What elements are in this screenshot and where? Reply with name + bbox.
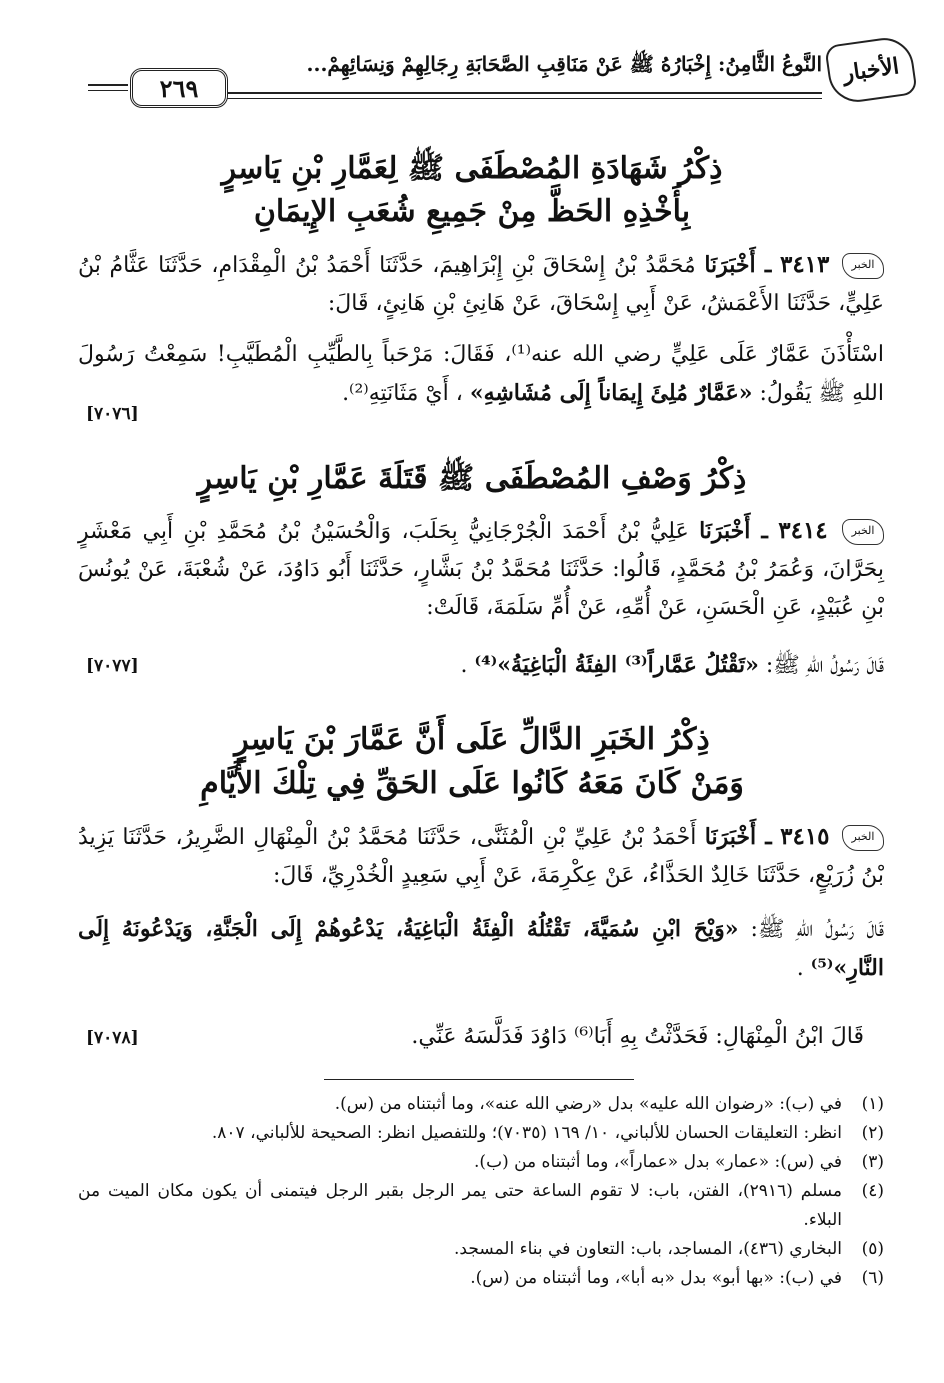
footnote xyxy=(78,1177,884,1235)
section-heading: ذِكْرُ الخَبَرِ الدَّالِّ عَلَى أَنَّ عَمَّارَ بْنَ يَاسِرٍ xyxy=(234,722,710,757)
hadith-entry: الخبر ٣٤١٤ ـ أَخْبَرَنَا عَلِيُّ بْنُ أَحْمَدَ الْجُرْجَانِيُّ بِحَلَبَ، وَالْحُسَيْنُ بْنُ مُحَمَّدِ بْنِ أَبِي مَعْشَرٍ بِحَرَّانَ، وَعُمَرُ بْنُ مُحَمَّدٍ، قَالُوا: حَدَّثَنَا مُحَمَّدُ بْنُ بَشَّارٍ، حَدَّثَنَا أَبُو دَاوُدَ، عَنْ شُعْبَةَ، عَنْ يُونُسَ بْنِ عُبَيْدٍ، عَنِ الْحَسَنِ، عَنْ أُمِّهِ، عَنْ أُمِّ سَلَمَةَ، قَالَتْ: xyxy=(78,517,884,620)
footnote-text: انظر: التعليقات الحسان للألباني، ١٠/ ١٦٩ (٧٠٣٥)؛ وللتفصيل انظر: الصحيحة للألباني، ٨٠٧. xyxy=(211,1123,842,1143)
footnote xyxy=(78,1119,884,1148)
section-heading-line-2: بِأَخْذِهِ الحَظَّ مِنْ جَمِيعِ شُعَبِ الإِيمَانِ xyxy=(253,194,691,229)
khabar-icon: الخبر xyxy=(842,519,884,545)
section-heading: ذِكْرُ وَصْفِ المُصْطَفَى ﷺ قَتَلَةَ عَمَّارِ بْنِ يَاسِرٍ xyxy=(197,461,747,496)
footnote-number: (٦) xyxy=(861,1268,884,1288)
header-divider xyxy=(208,92,822,94)
matn-paragraph xyxy=(78,646,884,685)
akhbarana-label: أَخْبَرَنَا xyxy=(704,824,757,850)
matn-intro: اسْتَأْذَنَ عَمَّارٌ عَلَى عَلِيٍّ رضي الله عنه⁽¹⁾، فَقَالَ: مَرْحَباً بِالطَّيِّبِ الْمُطَيَّبِ! سَمِعْتُ رَسُولَ اللهِ ﷺ يَقُولُ: xyxy=(78,342,885,406)
footnote-text: في (س): «عمار» بدل «عماراً»، وما أثبتناه من (ب). xyxy=(474,1152,842,1172)
page-header xyxy=(88,40,914,110)
reference-number: [٧٠٧٨] xyxy=(86,1028,139,1048)
hadith-quote: «عَمَّارٌ مُلِئَ إِيمَاناً إِلَى مُشَاشِهِ» xyxy=(469,380,753,406)
footnote-divider xyxy=(324,1079,634,1080)
section-heading-line-2: وَمَنْ كَانَ مَعَهُ كَانُوا عَلَى الحَقِّ فِي تِلْكَ الأَيَّامِ xyxy=(200,766,744,801)
left-ornament-rule-thin xyxy=(88,90,128,91)
closing-remark: قَالَ ابْنُ الْمِنْهَالِ: فَحَدَّثْتُ بِهِ أَبَا⁽⁶⁾ دَاوُدَ فَدَلَّسَهُ عَنِّي. xyxy=(411,1024,864,1049)
hadith-number: ٣٤١٥ xyxy=(780,823,830,850)
isnad-text: أَحْمَدُ بْنُ عَلِيِّ بْنِ الْمُثَنَّى، حَدَّثَنَا مُحَمَّدُ بْنُ الْمِنْهَالِ الضَّرِيرُ، حَدَّثَنَا يَزِيدُ بْنُ زُرَيْعٍ، حَدَّثَنَا خَالِدٌ الحَذَّاءُ، عَنْ عِكْرِمَةَ، عَنْ أَبِي سَعِيدٍ الْخُدْرِيِّ، قَالَ: xyxy=(78,825,884,888)
khabar-icon: الخبر xyxy=(842,253,884,279)
akhbar-badge-icon: الأخبار xyxy=(824,34,918,105)
hadith-entry: الخبر ٣٤١٥ ـ أَخْبَرَنَا أَحْمَدُ بْنُ عَلِيِّ بْنِ الْمُثَنَّى، حَدَّثَنَا مُحَمَّدُ بْنُ الْمِنْهَالِ الضَّرِيرُ، حَدَّثَنَا يَزِيدُ بْنُ زُرَيْعٍ، حَدَّثَنَا خَالِدٌ الحَذَّاءُ، عَنْ عِكْرِمَةَ، عَنْ أَبِي سَعِيدٍ الْخُدْرِيِّ، قَالَ: xyxy=(78,823,884,888)
akhbarana-label: أَخْبَرَنَا xyxy=(704,252,756,278)
header-divider-thin xyxy=(208,98,822,99)
hadith-number: ٣٤١٤ xyxy=(778,517,828,544)
section-heading: ذِكْرُ شَهَادَةِ المُصْطَفَى ﷺ لِعَمَّارِ بْنِ يَاسِرٍ xyxy=(221,151,723,186)
footnote-number: (٣) xyxy=(861,1152,884,1172)
reference-number: [٧٠٧٧] xyxy=(86,656,139,676)
footnote xyxy=(78,1264,884,1293)
akhbarana-label: أَخْبَرَنَا xyxy=(699,518,751,544)
page-number: ٢٦٩ xyxy=(130,68,228,108)
hadith-entry: الخبر ٣٤١٣ ـ أَخْبَرَنَا مُحَمَّدُ بْنُ إِسْحَاقَ بْنِ إِبْرَاهِيمَ، حَدَّثَنَا أَحْمَدُ بْنُ الْمِقْدَامِ، حَدَّثَنَا عَثَّامُ بْنُ عَلِيٍّ، حَدَّثَنَا الأَعْمَشُ، عَنْ أَبِي إِسْحَاقَ، عَنْ هَانِئِ بْنِ هَانِئٍ، قَالَ: xyxy=(78,251,884,316)
left-ornament-rule xyxy=(88,84,128,86)
matn-ending: . xyxy=(796,956,804,981)
footnote xyxy=(78,1148,884,1177)
footnote-number: (١) xyxy=(861,1094,884,1114)
footnote xyxy=(78,1090,884,1119)
hadith-number: ٣٤١٣ xyxy=(779,251,830,278)
matn-ending: . xyxy=(460,653,468,678)
footnote-text: البخاري (٤٣٦)، المساجد، باب: التعاون في بناء المسجد. xyxy=(454,1239,842,1259)
matn-intro: قَالَ رَسُولُ اللهِ ﷺ: xyxy=(750,917,884,942)
matn-paragraph xyxy=(78,336,884,413)
footnote-number: (٤) xyxy=(861,1181,884,1201)
footnote xyxy=(78,1235,884,1264)
footnote-text: مسلم (٢٩١٦)، الفتن، باب: لا تقوم الساعة حتى يمر الرجل بقبر الرجل فيتمنى أن يكون مكان الميت من البلاء. xyxy=(78,1181,842,1230)
footnotes xyxy=(78,1090,884,1293)
reference-number: [٧٠٧٦] xyxy=(86,404,139,424)
footnote-number: (٢) xyxy=(861,1123,884,1143)
footnote-text: في (ب): «رضوان الله عليه» بدل «رضي الله عنه»، وما أثبتناه من (س). xyxy=(334,1094,842,1114)
footnote-number: (٥) xyxy=(861,1239,884,1259)
khabar-icon: الخبر xyxy=(842,825,884,851)
footnote-text: في (ب): «بها أبو» بدل «به أبا»، وما أثبتناه من (س). xyxy=(470,1268,842,1288)
hadith-quote: «وَيْحَ ابْنِ سُمَيَّةَ، تَقْتُلُهُ الْفِئَةُ الْبَاغِيَةُ، يَدْعُوهُمْ إِلَى الْجَنَّةِ، وَيَدْعُونَهُ إِلَى النَّارِ»⁽⁵⁾ xyxy=(78,916,884,981)
hadith-quote: «تَقْتُلُ عَمَّاراً⁽³⁾ الفِئَةُ الْبَاغِيَةُ»⁽⁴⁾ xyxy=(474,652,759,678)
matn-ending: ، أَيْ مَثَانَتِهِ⁽²⁾. xyxy=(342,381,463,406)
matn-paragraph xyxy=(78,910,884,988)
isnad-text: مُحَمَّدُ بْنُ إِسْحَاقَ بْنِ إِبْرَاهِيمَ، حَدَّثَنَا أَحْمَدُ بْنُ الْمِقْدَامِ، حَدَّثَنَا عَثَّامُ بْنُ عَلِيٍّ، حَدَّثَنَا الأَعْمَشُ، عَنْ أَبِي إِسْحَاقَ، عَنْ هَانِئِ بْنِ هَانِئٍ، قَالَ: xyxy=(78,253,884,316)
matn-intro: قَالَ رَسُولُ اللهِ ﷺ: xyxy=(765,653,884,678)
isnad-text: عَلِيُّ بْنُ أَحْمَدَ الْجُرْجَانِيُّ بِحَلَبَ، وَالْحُسَيْنُ بْنُ مُحَمَّدِ بْنِ أَبِي مَعْشَرٍ بِحَرَّانَ، وَعُمَرُ بْنُ مُحَمَّدٍ، قَالُوا: حَدَّثَنَا مُحَمَّدُ بْنُ بَشَّارٍ، حَدَّثَنَا أَبُو دَاوُدَ، عَنْ شُعْبَةَ، عَنْ يُونُسَ بْنِ عُبَيْدٍ، عَنِ الْحَسَنِ، عَنْ أُمِّهِ، عَنْ أُمِّ سَلَمَةَ، قَالَتْ: xyxy=(78,519,884,620)
running-title: النَّوعُ الثَّامِنُ: إِخْبَارُهُ ﷺ عَنْ مَنَاقِبِ الصَّحَابَةِ رِجَالِهِمْ وَنِسَائِهِمْ... xyxy=(306,52,822,76)
